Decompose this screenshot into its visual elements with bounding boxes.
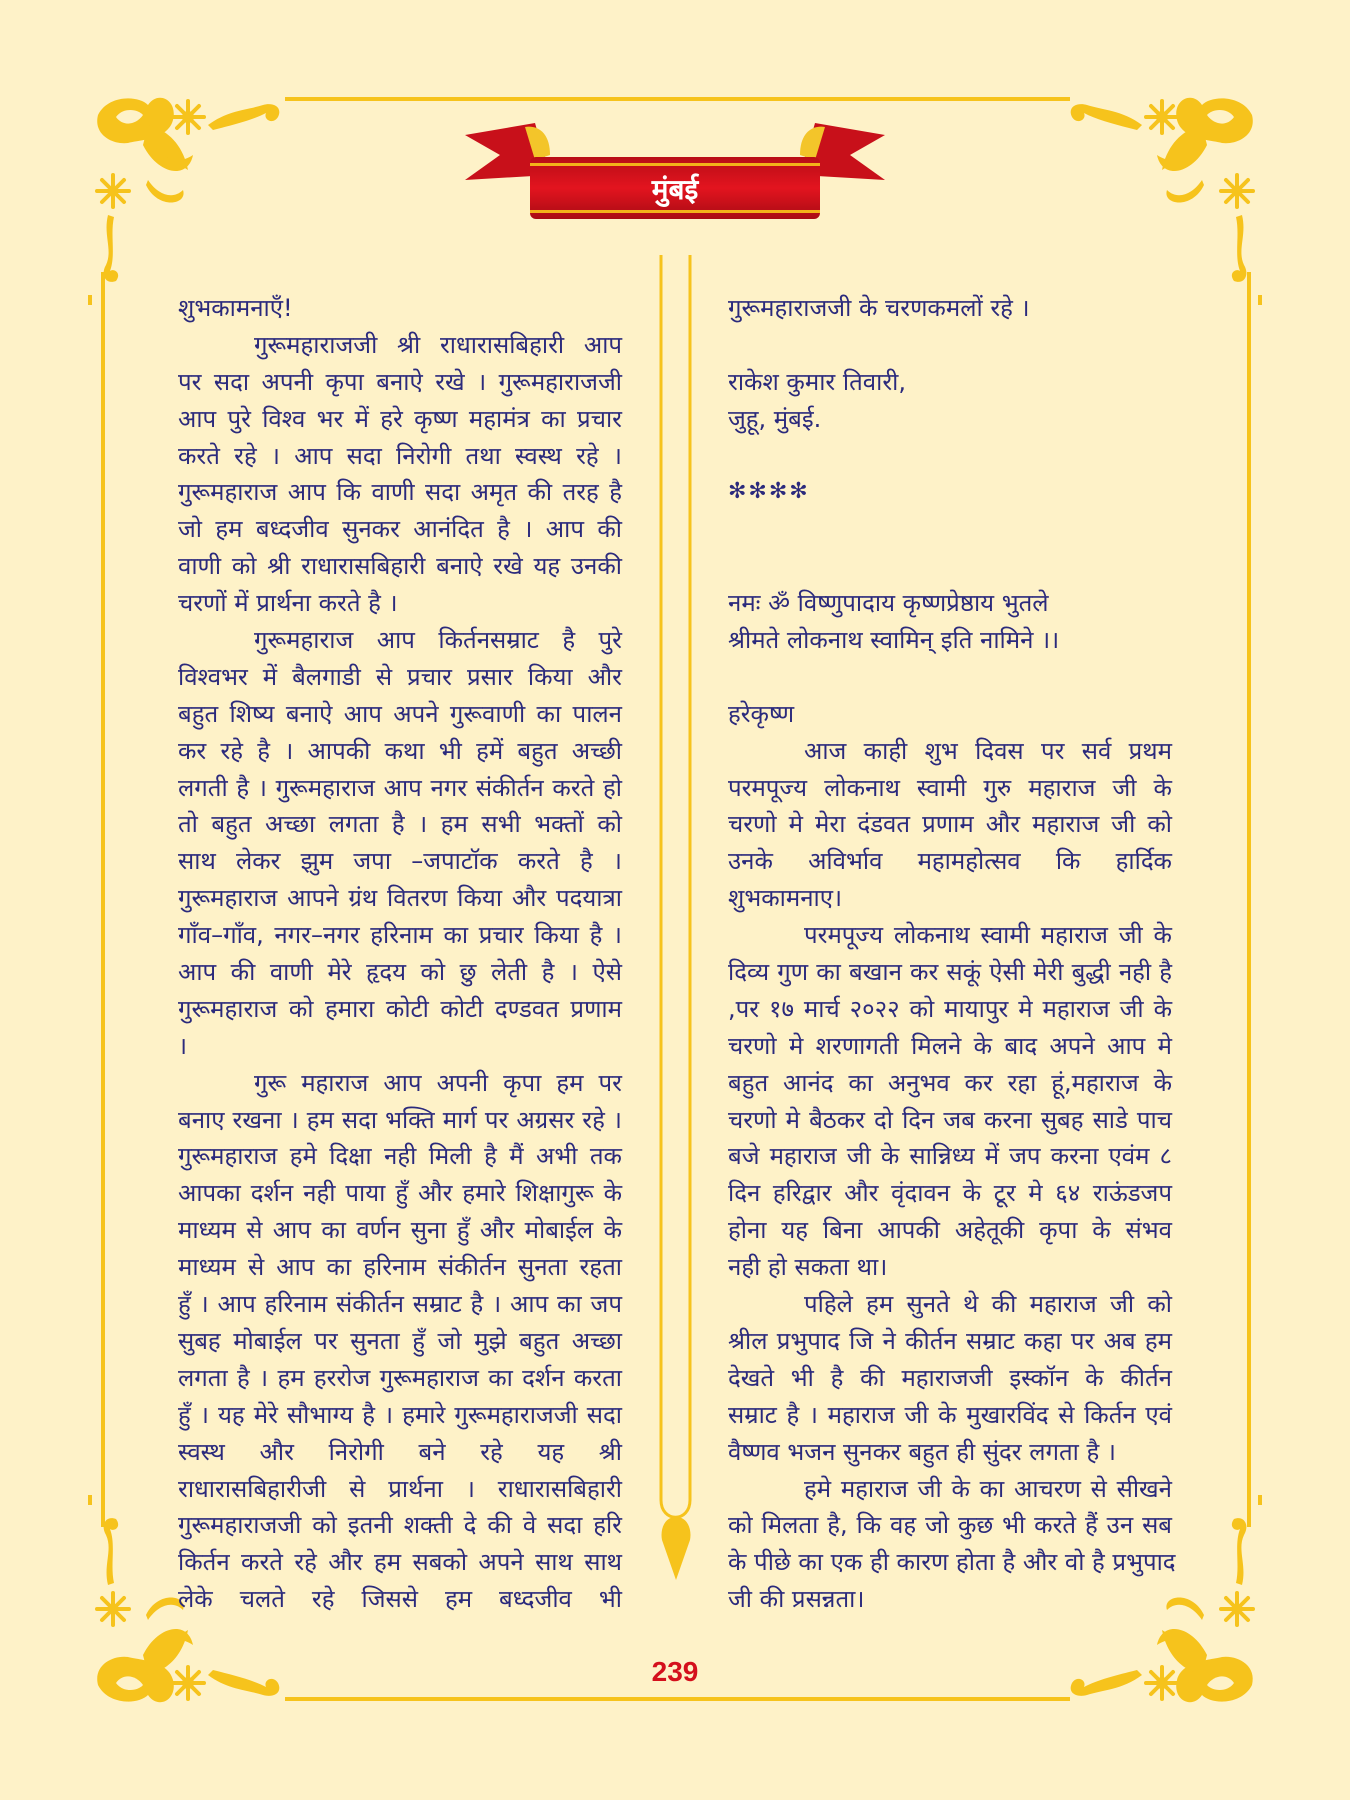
blank-line (728, 438, 1172, 475)
text-line: आप की वाणी मेरे हृदय को छु लेती है । ऐसे (178, 958, 622, 987)
text-line: चरणो मे मेरा दंडवत प्रणाम और महाराज जी को (728, 810, 1172, 839)
border-top (285, 97, 1070, 101)
text-line: हमे महाराज जी के का आचरण से सीखने (804, 1474, 1172, 1503)
text-line: माध्यम से आप का हरिनाम संकीर्तन सुनता रहता (178, 1253, 622, 1282)
text-line: हरेकृष्ण (728, 699, 795, 728)
text-line: के पीछे का एक ही कारण होता है और वो है प्रभुपाद (728, 1548, 1176, 1577)
text-line: राकेश कुमार तिवारी, (728, 367, 906, 396)
text-line: आपका दर्शन नही पाया हुँ और हमारे शिक्षागुरू के (178, 1179, 622, 1208)
text-line: गाँव–गाँव, नगर–नगर हरिनाम का प्रचार किया है । (178, 921, 622, 950)
text-line: सुबह मोबाईल पर सुनता हुँ जो मुझे बहुत अच्छा (178, 1326, 622, 1355)
blank-line (728, 659, 1172, 696)
text-line: चरणो मे शरणागती मिलने के बाद अपने आप मे (728, 1031, 1172, 1060)
text-line: स्वस्थ और निरोगी बने रहे यह श्री (178, 1437, 622, 1466)
text-line: परमपूज्य लोकनाथ स्वामी महाराज जी के (804, 921, 1172, 950)
text-line: कर रहे है । आपकी कथा भी हमें बहुत अच्छी (178, 736, 622, 765)
text-line: बहुत आनंद का अनुभव कर रहा हूं,महाराज के (728, 1068, 1172, 1097)
text-line: उनके अविर्भाव महामहोत्सव कि हार्दिक (728, 847, 1172, 876)
text-line: दिन हरिद्वार और वृंदावन के टूर मे ६४ राऊंडजप (728, 1179, 1172, 1208)
border-right (1247, 272, 1251, 1527)
blank-line (728, 548, 1172, 585)
text-line: श्रील प्रभुपाद जि ने कीर्तन सम्राट कहा पर अब हम (728, 1326, 1172, 1355)
text-line: ,पर १७ मार्च २०२२ को मायापुर मे महाराज जी के (728, 994, 1172, 1023)
text-line: लगती है । गुरूमहाराज आप नगर संकीर्तन करते हो (178, 773, 622, 802)
text-line: हुँ । आप हरिनाम संकीर्तन सम्राट है । आप का जप (178, 1290, 622, 1319)
text-line: होना यह बिना आपकी अहेतूकी कृपा के संभव (728, 1216, 1172, 1245)
text-line: पहिले हम सुनते थे की महाराज जी को (804, 1290, 1172, 1319)
text-line: गुरूमहाराज आप कि वाणी सदा अमृत की तरह है (178, 478, 622, 507)
text-line: नमः ॐ विष्णुपादाय कृष्णप्रेष्ठाय भुतले (728, 589, 1049, 618)
text-line: गुरू महाराज आप अपनी कृपा हम पर (254, 1068, 622, 1097)
text-line: हुँ । यह मेरे सौभाग्य है । हमारे गुरूमहाराजजी सदा (178, 1400, 622, 1429)
blank-line (728, 511, 1172, 548)
text-line: किर्तन करते रहे और हम सबको अपने साथ साथ (178, 1548, 622, 1577)
text-line: माध्यम से आप का वर्णन सुना हुँ और मोबाईल के (178, 1216, 622, 1245)
text-line: गुरूमहाराजजी श्री राधारासबिहारी आप (254, 330, 622, 359)
text-line: चरणों में प्रार्थना करते है । (178, 589, 398, 618)
text-line: शुभकामनाए। (728, 884, 843, 913)
page-number: 239 (651, 1656, 699, 1687)
text-line: जो हम बध्दजीव सुनकर आनंदित है । आप की (178, 515, 622, 544)
text-line: साथ लेकर झुम जपा –जपाटॉक करते है । (178, 847, 622, 876)
text-line: गुरूमहाराजजी को इतनी शक्ती दे की वे सदा हरि (178, 1511, 622, 1540)
text-line: वैष्णव भजन सुनकर बहुत ही सुंदर लगता है । (728, 1437, 1116, 1466)
border-left (101, 272, 105, 1527)
blank-line (728, 327, 1172, 364)
text-line: नही हो सकता था। (728, 1253, 888, 1282)
text-line: तो बहुत अच्छा लगता है । हम सभी भक्तों को (178, 810, 622, 839)
text-line: राधारासबिहारीजी से प्रार्थना । राधारासबिहारी (178, 1474, 622, 1503)
column-divider (650, 255, 702, 1595)
text-line: गुरूमहाराज को हमारा कोटी कोटी दण्डवत प्रणाम (178, 994, 622, 1023)
text-line: सम्राट है । महाराज जी के मुखारविंद से किर्तन एवं (728, 1400, 1172, 1429)
text-line: आप पुरे विश्व भर में हरे कृष्ण महामंत्र का प्रचार (178, 404, 622, 433)
text-line: आज काही शुभ दिवस पर सर्व प्रथम (804, 736, 1172, 765)
text-line: बनाए रखना । हम सदा भक्ति मार्ग पर अग्रसर रहे । (178, 1105, 622, 1134)
text-line: गुरूमहाराज आप किर्तनसम्राट है पुरे (254, 626, 622, 655)
text-line: चरणो मे बैठकर दो दिन जब करना सुबह साडे पाच (728, 1105, 1172, 1134)
text-line: बहुत शिष्य बनाऐ आप अपने गुरूवाणी का पालन (178, 699, 622, 728)
text-line: देखते भी है की महाराजजी इस्कॉन के कीर्तन (728, 1363, 1172, 1392)
left-column (178, 290, 622, 1618)
text-line: जुहू, मुंबई. (728, 404, 822, 433)
text-line: वाणी को श्री राधारासबिहारी बनाऐ रखे यह उनकी (178, 552, 622, 581)
text-line: शुभकामनाएँ! (178, 294, 293, 322)
text-line: पर सदा अपनी कृपा बनाऐ रखे । गुरूमहाराजजी (178, 367, 622, 396)
text-line: परमपूज्य लोकनाथ स्वामी गुरु महाराज जी के (728, 773, 1172, 802)
text-line: श्रीमते लोकनाथ स्वामिन् इति नामिने ।। (728, 626, 1060, 655)
text-line: लेके चलते रहे जिससे हम बध्दजीव भी (178, 1585, 622, 1614)
right-column (728, 290, 1176, 1618)
text-line: विश्वभर में बैलगाडी से प्रचार प्रसार किया और (178, 662, 622, 691)
text-line: दिव्य गुण का बखान कर सकूं ऐसी मेरी बुद्धी नही है (728, 958, 1172, 987)
page-title: मुंबई (651, 173, 699, 206)
text-line: लगता है । हम हररोज गुरूमहाराज का दर्शन करता (178, 1363, 622, 1392)
text-line: को मिलता है, कि वह जो कुछ भी करते हैं उन सब (728, 1511, 1172, 1540)
text-line: गुरूमहाराज आपने ग्रंथ वितरण किया और पदयात्रा (178, 884, 622, 913)
text-line: बजे महाराज जी के सान्निध्य में जप करना एवंम ८ (728, 1142, 1172, 1171)
text-line: गुरूमहाराजजी के चरणकमलों रहे । (728, 294, 1030, 322)
text-line: करते रहे । आप सदा निरोगी तथा स्वस्थ रहे । (178, 441, 622, 470)
text-line: गुरूमहाराज हमे दिक्षा नही मिली है मैं अभी तक (178, 1142, 622, 1171)
section-separator: ✻✻✻✻ (728, 479, 810, 505)
text-line: । (178, 1031, 188, 1060)
border-bottom (285, 1697, 1070, 1701)
text-line: जी की प्रसन्नता। (728, 1585, 865, 1614)
